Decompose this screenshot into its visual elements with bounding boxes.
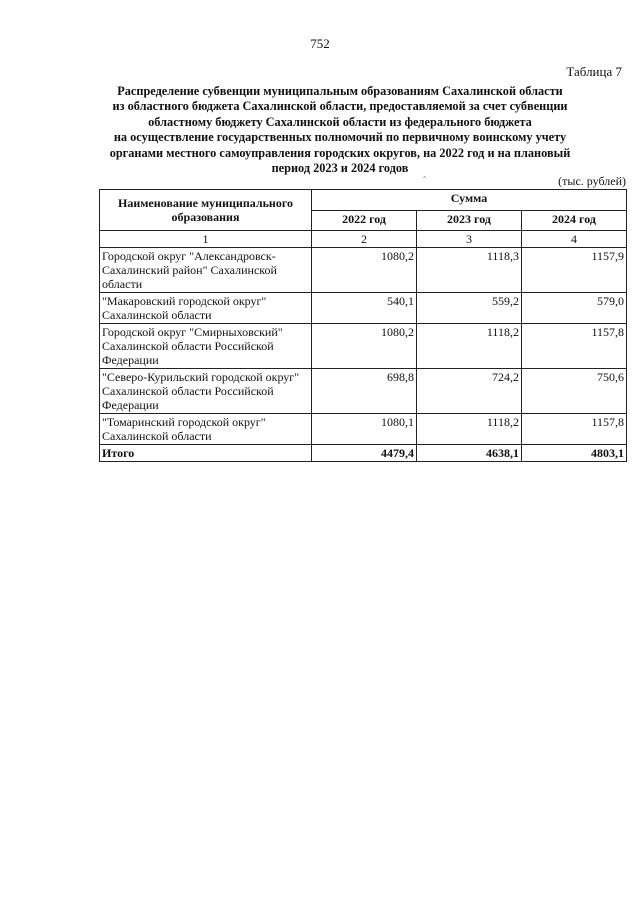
header-sum: Сумма [312,190,627,211]
table-label: Таблица 7 [566,64,622,79]
value-2024: 1157,9 [521,248,626,293]
column-number: 2 [312,231,417,248]
municipality-name: "Томаринский городской округ" Сахалинской области [100,414,312,445]
value-2022: 1080,1 [312,414,417,445]
value-2024: 1157,8 [521,414,626,445]
municipality-name: Городской округ "Александровск-Сахалинский район" Сахалинской области [100,248,312,293]
title-line: Распределение субвенции муниципальным образованиям Сахалинской области [117,84,563,98]
subvention-table [99,189,627,462]
total-label: Итого [100,445,312,462]
title-line: период 2023 и 2024 годов [271,161,409,176]
table-row [100,293,627,324]
title-line: на осуществление государственных полномочий по первичному воинскому учету [113,130,567,145]
value-2023: 1118,2 [417,414,522,445]
value-2022: 1080,2 [312,324,417,369]
header-year: 2023 год [417,210,522,231]
value-2022: 1080,2 [312,248,417,293]
total-2022: 4479,4 [312,445,417,462]
scan-mark: ‸ [423,168,427,178]
column-number-row [100,231,627,248]
column-number: 4 [521,231,626,248]
table-row [100,369,627,414]
value-2023: 1118,2 [417,324,522,369]
value-2023: 1118,3 [417,248,522,293]
value-2024: 579,0 [521,293,626,324]
header-year: 2022 год [312,210,417,231]
value-2022: 540,1 [312,293,417,324]
municipality-name: "Макаровский городской округ" Сахалинской области [100,293,312,324]
document-title [60,84,620,176]
page-number: 752 [310,36,330,51]
title-line: из областного бюджета Сахалинской области, предоставляемой за счет субвенции [112,99,568,114]
value-2024: 1157,8 [521,324,626,369]
table-header-row [100,190,627,211]
value-2022: 698,8 [312,369,417,414]
table-row [100,414,627,445]
table-row [100,324,627,369]
municipality-name: Городской округ "Смирныховский" Сахалинской области Российской Федерации [100,324,312,369]
title-line: областному бюджету Сахалинской области из федерального бюджета [148,114,532,129]
municipality-name: "Северо-Курильский городской округ" Сахалинской области Российской Федерации [100,369,312,414]
column-number: 3 [417,231,522,248]
column-number: 1 [100,231,312,248]
header-name: Наименование муниципального образования [100,190,312,231]
value-2023: 559,2 [417,293,522,324]
total-2023: 4638,1 [417,445,522,462]
header-year: 2024 год [521,210,626,231]
table-row [100,248,627,293]
title-line: органами местного самоуправления городских округов, на 2022 год и на плановый [109,145,571,160]
value-2024: 750,6 [521,369,626,414]
total-2024: 4803,1 [521,445,626,462]
units-label: (тыс. рублей) [558,174,626,188]
value-2023: 724,2 [417,369,522,414]
total-row [100,445,627,462]
